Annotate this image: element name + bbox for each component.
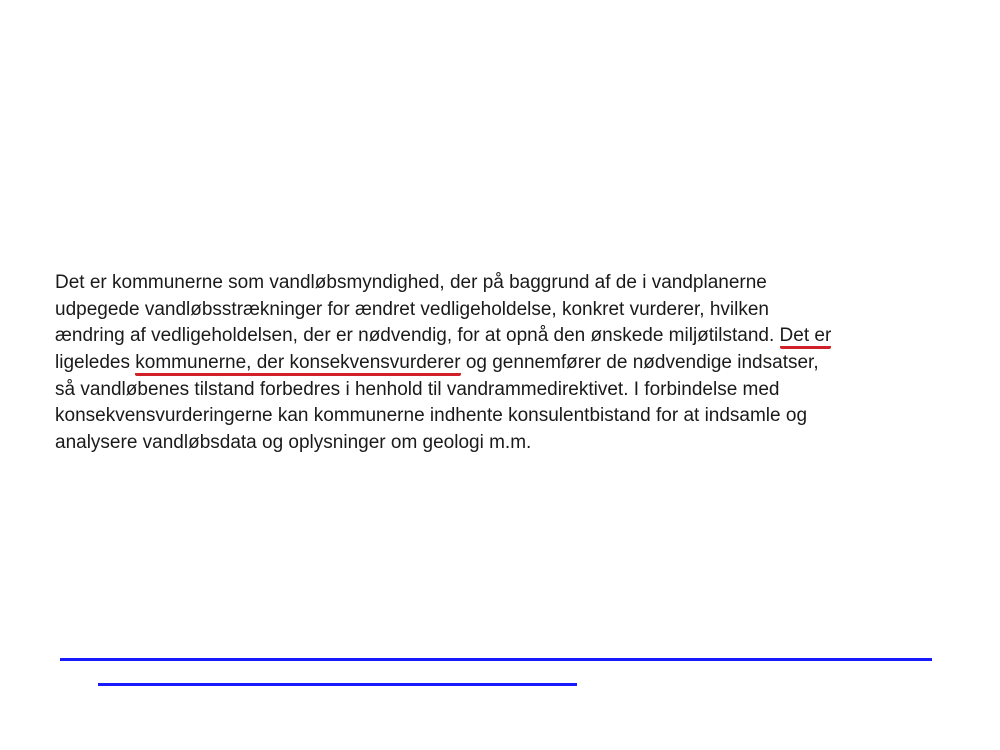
paragraph-line-4-end: og gennemfører de nødvendige indsatser, xyxy=(465,352,819,374)
paragraph-line-3-text: ændring af vedligeholdelsen, der er nødvendig, for at opnå den ønskede miljøtilstand. xyxy=(55,325,775,347)
underlined-phrase-kommunerne: kommunerne, der konsekvensvurderer xyxy=(135,352,460,376)
link-underline-1 xyxy=(60,658,932,661)
paragraph-line-7: analysere vandløbsdata og oplysninger om geologi m.m. xyxy=(55,432,532,454)
paragraph-line-6: konsekvensvurderingerne kan kommunerne indhente konsulentbistand for at indsamle og xyxy=(55,405,808,427)
paragraph-line-1: Det er kommunerne som vandløbsmyndighed, der på baggrund af de i vandplanerne xyxy=(55,272,767,293)
link-underline-2 xyxy=(98,683,577,686)
underlined-phrase-det-er: Det er xyxy=(780,325,832,349)
paragraph-line-3 xyxy=(55,323,955,350)
paragraph-line-4 xyxy=(55,350,955,377)
paragraph-line-4-start: ligeledes xyxy=(55,352,130,374)
paragraph-line-5: så vandløbenes tilstand forbedres i henhold til vandrammedirektivet. I forbindelse med xyxy=(55,378,780,400)
body-paragraph xyxy=(55,270,955,457)
paragraph-line-2: udpegede vandløbsstrækninger for ændret vedligeholdelse, konkret vurderer, hvilken xyxy=(55,298,769,320)
